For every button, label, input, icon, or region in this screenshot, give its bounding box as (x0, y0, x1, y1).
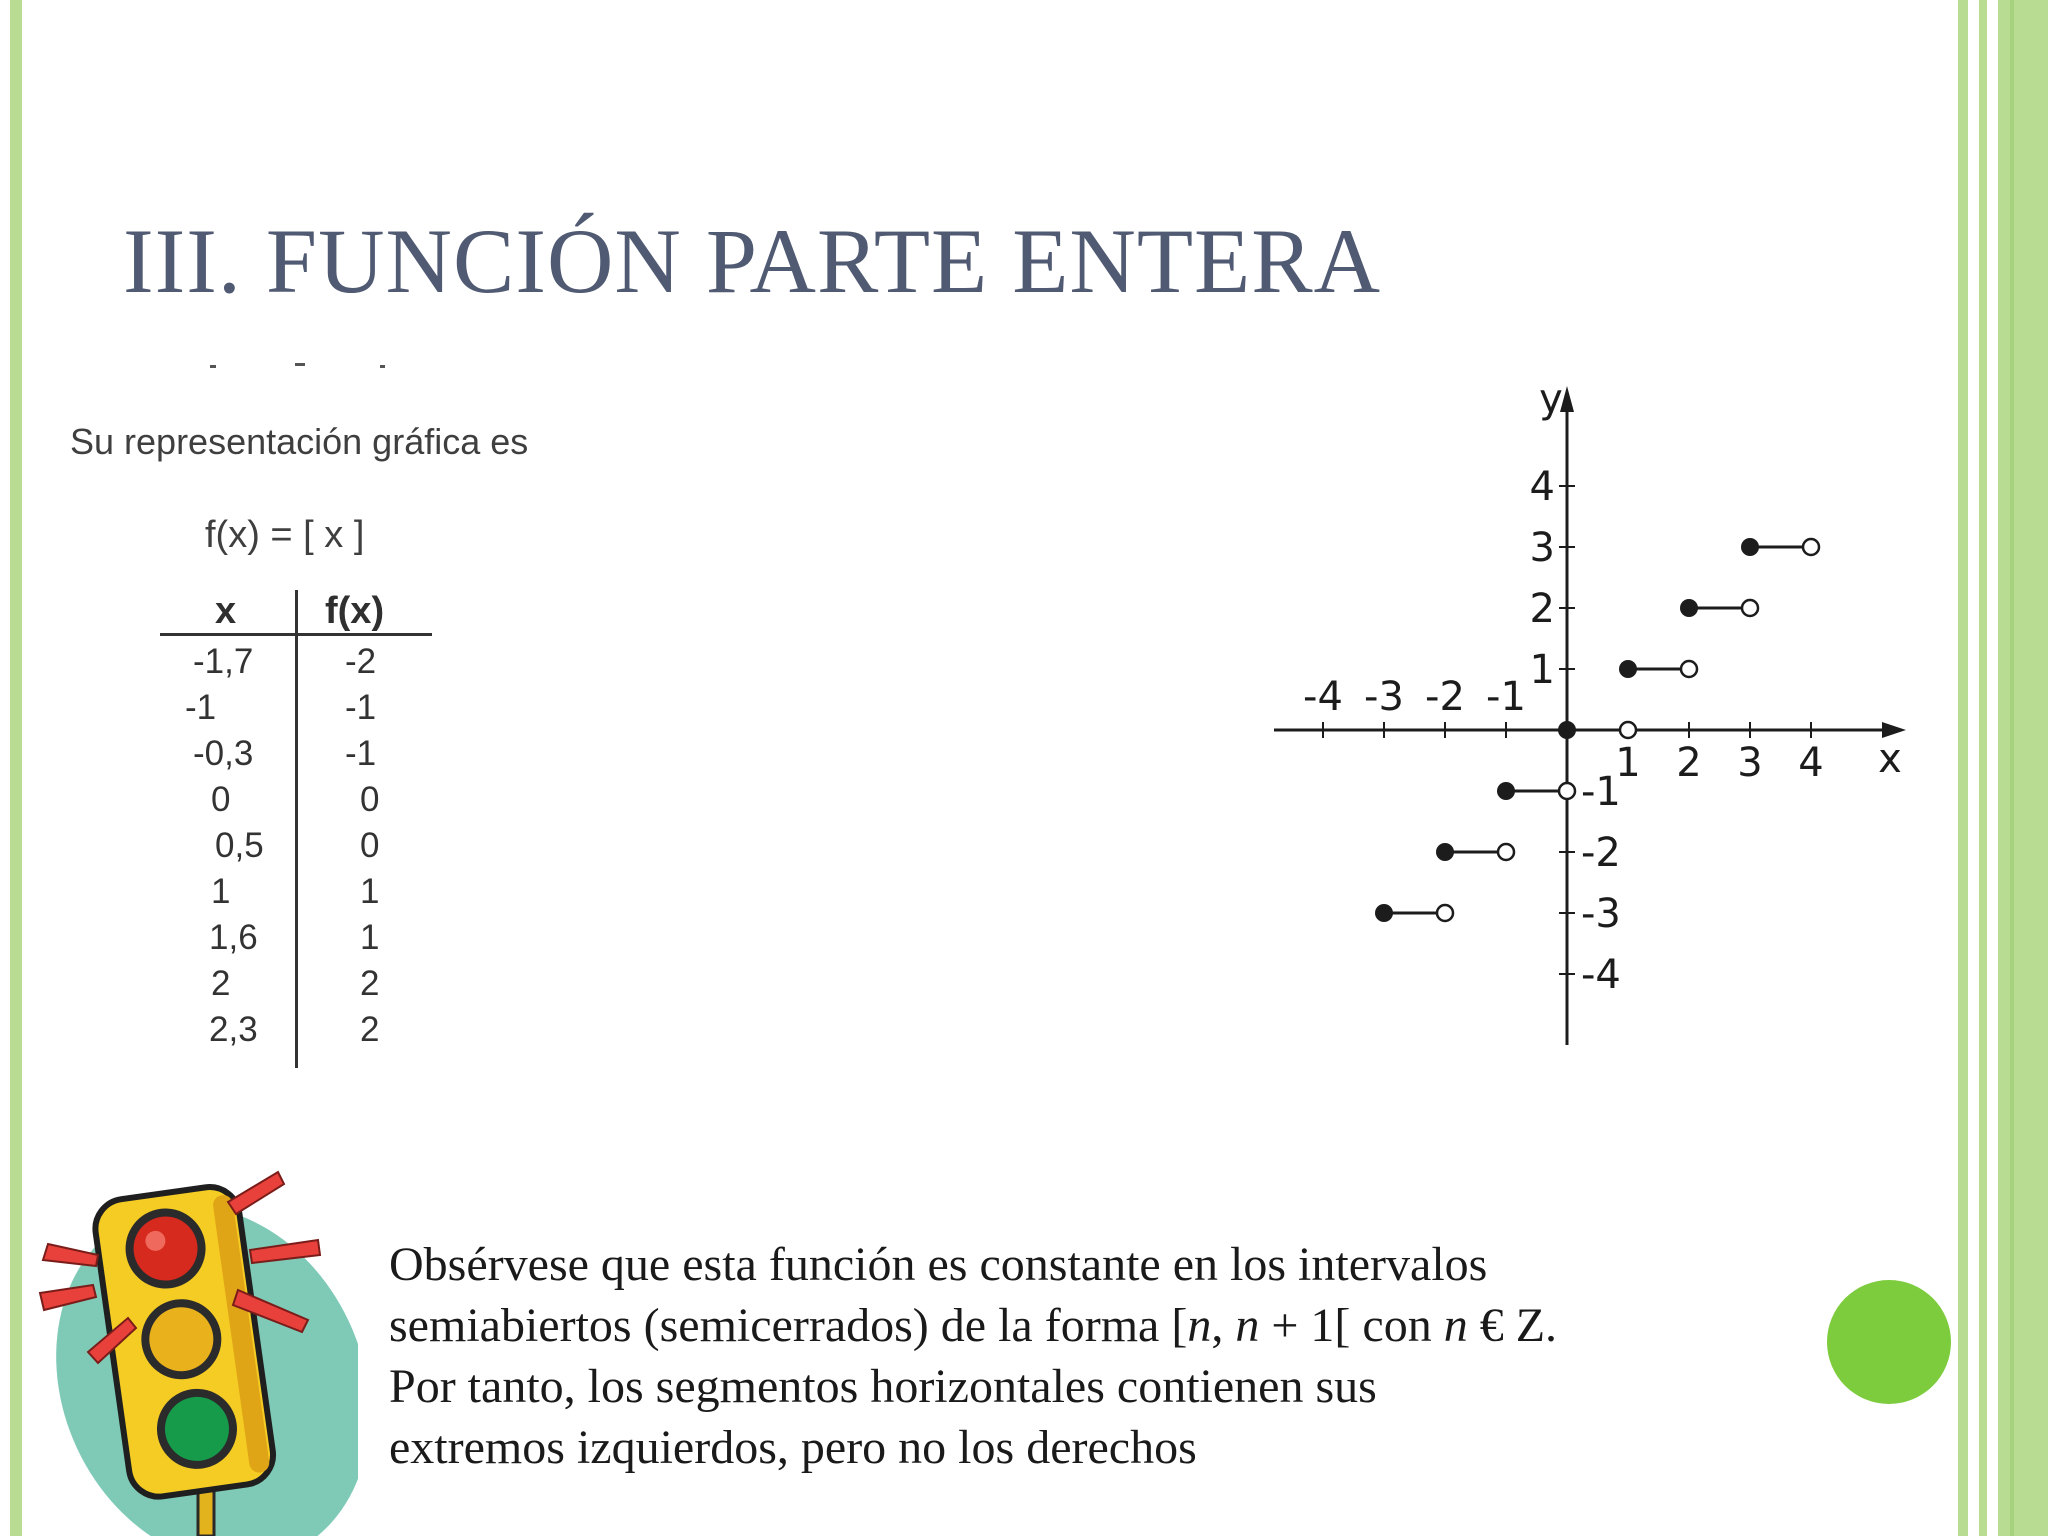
table-cell-fx: -1 (345, 688, 377, 727)
x-tick-label: 2 (1676, 740, 1702, 786)
x-tick-label: 4 (1798, 740, 1824, 786)
values-table (160, 590, 435, 1070)
table-cell-x: -1,7 (193, 642, 254, 681)
table-cell-x: 0 (211, 780, 231, 819)
y-axis-label: y (1539, 376, 1563, 422)
green-dot-icon (1827, 1280, 1951, 1404)
y-tick-label: 4 (1529, 464, 1555, 510)
open-endpoint (1498, 844, 1514, 860)
x-tick-label: 3 (1737, 740, 1763, 786)
y-tick-label: -4 (1581, 952, 1621, 998)
open-endpoint (1742, 600, 1758, 616)
explanation-line: extremos izquierdos, pero no los derechos (389, 1421, 1197, 1474)
function-formula: f(x) = [ x ] (205, 514, 365, 556)
y-tick-label: 3 (1529, 525, 1555, 571)
table-cell-fx: 1 (360, 872, 380, 911)
right-frame-stripe (2010, 0, 2014, 1536)
right-frame-bar (1979, 0, 1987, 1536)
table-cell-x: -0,3 (193, 734, 254, 773)
y-tick-label: 1 (1529, 647, 1555, 693)
table-cell-fx: -1 (345, 734, 377, 773)
explanation-line: Obsérvese que esta función es constante en los intervalos (389, 1238, 1488, 1291)
slide-title: III. FUNCIÓN PARTE ENTERA (123, 210, 1382, 312)
table-cell-x: 2,3 (209, 1010, 258, 1049)
closed-endpoint (1375, 904, 1393, 922)
x-tick-label: -4 (1303, 674, 1343, 720)
table-cell-fx: 2 (360, 1010, 380, 1049)
table-cell-fx: -2 (345, 642, 377, 681)
table-cell-fx: 0 (360, 780, 380, 819)
right-frame-bar (1958, 0, 1968, 1536)
right-frame-bar (1998, 0, 2048, 1536)
closed-endpoint (1436, 843, 1454, 861)
table-cell-x: 1 (211, 872, 231, 911)
table-cell-x: 0,5 (215, 826, 264, 865)
explanation-line: semiabiertos (semicerrados) de la forma [n, n + 1[ con n € Z. (389, 1299, 1558, 1352)
open-endpoint (1559, 783, 1575, 799)
closed-endpoint (1558, 721, 1576, 739)
y-tick-label: 2 (1529, 586, 1555, 632)
x-axis-label: x (1878, 736, 1902, 782)
closed-endpoint (1497, 782, 1515, 800)
left-frame-bar (10, 0, 22, 1536)
closed-endpoint (1619, 660, 1637, 678)
closed-endpoint (1680, 599, 1698, 617)
graph-intro-text: Su representación gráfica es (70, 421, 529, 462)
open-endpoint (1620, 722, 1636, 738)
cropped-text-fragment (205, 355, 405, 375)
traffic-light-icon (38, 1160, 358, 1536)
explanation-paragraph (389, 1234, 1849, 1478)
table-header-x: x (215, 590, 237, 632)
table-cell-x: 2 (211, 964, 231, 1003)
x-tick-label: -3 (1364, 674, 1404, 720)
explanation-line: Por tanto, los segmentos horizontales contienen sus (389, 1360, 1377, 1413)
table-cell-x: -1 (185, 688, 217, 727)
table-cell-fx: 1 (360, 918, 380, 957)
y-tick-label: -3 (1581, 891, 1621, 937)
x-tick-label: 1 (1615, 740, 1641, 786)
table-column-rule (295, 590, 298, 1068)
table-cell-fx: 0 (360, 826, 380, 865)
y-tick-label: -1 (1581, 769, 1621, 815)
open-endpoint (1681, 661, 1697, 677)
table-cell-fx: 2 (360, 964, 380, 1003)
x-tick-label: -1 (1486, 674, 1526, 720)
closed-endpoint (1741, 538, 1759, 556)
y-tick-label: -2 (1581, 830, 1621, 876)
step-function-graph (1270, 370, 1910, 1050)
open-endpoint (1803, 539, 1819, 555)
x-tick-label: -2 (1425, 674, 1465, 720)
table-header-fx: f(x) (325, 590, 385, 632)
open-endpoint (1437, 905, 1453, 921)
table-cell-x: 1,6 (209, 918, 258, 957)
